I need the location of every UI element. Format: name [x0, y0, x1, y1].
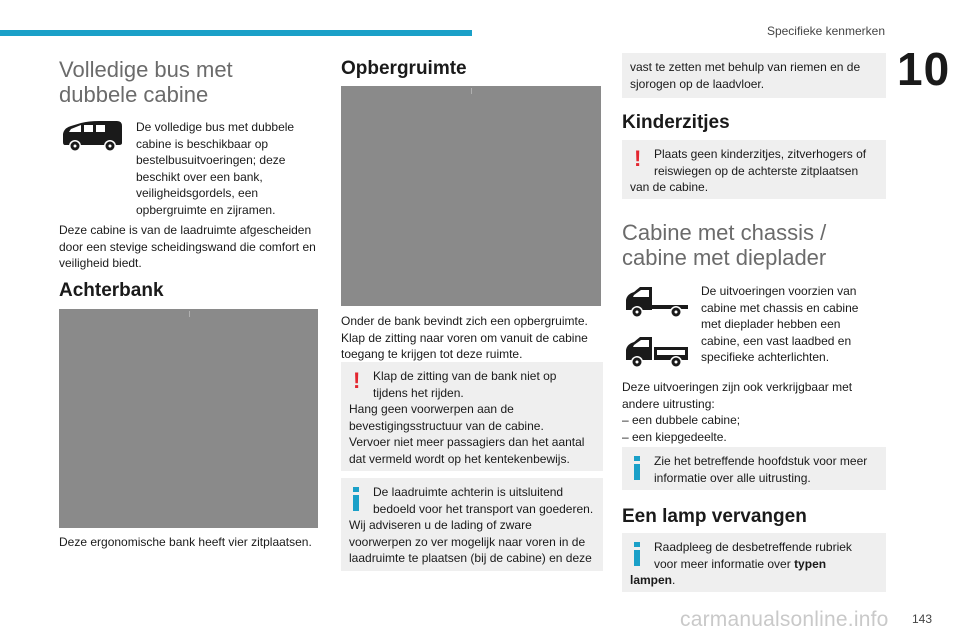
chassis-cab-intro: De uitvoeringen voorzien van cabine met chassis en cabine met dieplader hebben een cabine, een vast laadbed en specifieke achterlichten.: [701, 284, 859, 364]
continuation-box: vast te zetten met behulp van riemen en de sjorogen op de laadvloer.: [622, 53, 886, 98]
full-bus-body: Deze cabine is van de laadruimte afgescheiden door een stevige scheidingswand die comfort en veiligheid biedt.: [59, 223, 316, 270]
header-accent-bar: [0, 30, 472, 36]
heading-child-seats: Kinderzitjes: [622, 112, 730, 133]
warning-icon: !: [353, 368, 361, 393]
link-lamps[interactable]: lampen: [630, 573, 673, 587]
info-icon: [634, 456, 648, 480]
storage-info-box: De laadruimte achterin is uitsluitend bedoeld voor het transport van goederen. Wij adviseren u de lading of zware voorwerpen zo ver mogelijk naar voren in de laadruimte te plaatsen (bij de cabine) en deze: [341, 478, 603, 571]
lamp-info-box: Raadpleeg de desbetreffende rubriek voor meer informatie over typen lampen.: [622, 533, 886, 592]
info-icon: [634, 542, 648, 566]
watermark: carmanualsonline.info: [680, 608, 889, 631]
chassis-equipment: Deze uitvoeringen zijn ook verkrijgbaar met andere uitrusting: – een dubbele cabine; – een kiepgedeelte.: [622, 380, 853, 444]
running-header: Specifieke kenmerken: [766, 24, 885, 38]
chassis-cab-icon: [624, 286, 690, 320]
storage-body: Onder de bank bevindt zich een opbergruimte. Klap de zitting naar voren om vanuit de cabine toegang te krijgen tot deze ruimte.: [341, 314, 588, 361]
info-icon: [353, 487, 367, 511]
chassis-info-box: Zie het betreffende hoofdstuk voor meer informatie over alle uitrusting.: [622, 447, 886, 490]
dropside-truck-icon: [624, 336, 690, 370]
rear-bench-caption: Deze ergonomische bank heeft vier zitplaatsen.: [59, 535, 312, 549]
section-title-chassis-cab: Cabine met chassis / cabine met dieplader: [622, 220, 827, 270]
section-title-full-bus: Volledige bus met dubbele cabine: [59, 57, 233, 107]
storage-warning-box: ! Klap de zitting van de bank niet op tijdens het rijden. Hang geen voorwerpen aan de bevestigingsstructuur van de cabine. Vervoer niet meer passagiers dan het aantal dat vermeld wordt op het kentekenbewijs.: [341, 362, 603, 471]
link-lamp-types[interactable]: typen: [794, 556, 827, 571]
chapter-number: 10: [897, 43, 951, 95]
heading-storage: Opbergruimte: [341, 58, 467, 79]
child-seats-warning-box: ! Plaats geen kinderzitjes, zitverhogers of reiswiegen op de achterste zitplaatsen van de cabine.: [622, 140, 886, 199]
storage-photo: [341, 86, 601, 306]
full-bus-intro: De volledige bus met dubbele cabine is beschikbaar op bestelbusuitvoeringen; deze beschikt over een bank, veiligheidsgordels, een opbergruimte en zijramen.: [136, 120, 295, 217]
rear-bench-photo: [59, 309, 318, 528]
van-icon: [59, 120, 125, 154]
heading-replace-lamp: Een lamp vervangen: [622, 506, 807, 527]
page-number: 143: [911, 612, 932, 626]
heading-rear-bench: Achterbank: [59, 280, 164, 301]
warning-icon: !: [634, 146, 642, 171]
